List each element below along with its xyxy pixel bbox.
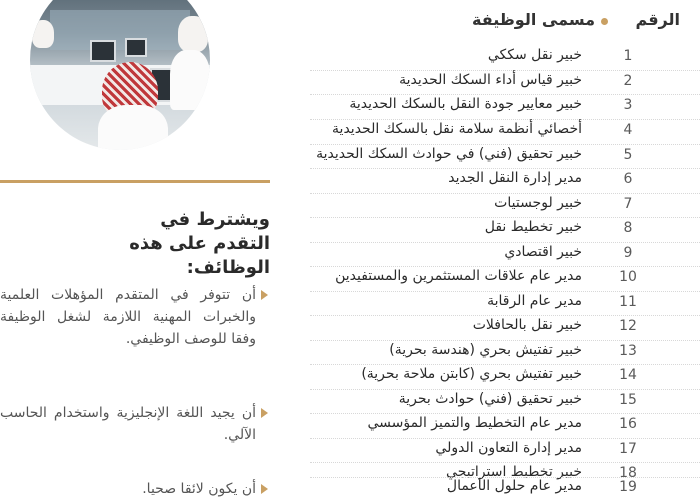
- row-number: 19: [619, 479, 637, 495]
- row-job-title: مدير عام حلول الأعمال: [446, 478, 582, 494]
- jobs-table: [300, 0, 700, 500]
- row-job-title: مدير عام الرقابة: [487, 293, 582, 309]
- row-job-title: خبير اقتصادي: [504, 244, 582, 260]
- table-row: [300, 72, 700, 95]
- table-row: [300, 391, 700, 414]
- row-number: 13: [619, 343, 637, 359]
- table-row: [300, 415, 700, 438]
- row-number: 4: [623, 122, 633, 138]
- row-number: 17: [619, 441, 637, 457]
- row-number: 3: [623, 97, 633, 113]
- table-row: [300, 293, 700, 316]
- row-job-title: خبير تفتيش بحري (هندسة بحرية): [389, 342, 582, 358]
- table-row: [300, 47, 700, 70]
- table-row: [300, 96, 700, 119]
- table-row: [300, 244, 700, 267]
- row-number: 10: [619, 269, 637, 285]
- header-dot-icon: [601, 18, 608, 25]
- row-number: 6: [623, 171, 633, 187]
- bullet-arrow-icon: [261, 408, 268, 418]
- table-row: [300, 121, 700, 144]
- row-job-title: مدير إدارة النقل الجديد: [448, 170, 582, 186]
- row-number: 16: [619, 416, 637, 432]
- row-job-title: خبير تخطيط استراتيجي: [446, 464, 582, 480]
- gold-divider: [0, 180, 270, 183]
- table-row: [300, 146, 700, 169]
- row-job-title: خبير نقل بالحافلات: [472, 317, 582, 333]
- table-row: [300, 170, 700, 193]
- row-job-title: مدير عام التخطيط والتميز المؤسسي: [367, 415, 582, 431]
- requirement-item: [0, 402, 270, 446]
- office-photo: [30, 0, 210, 150]
- requirement-item: [0, 284, 270, 350]
- table-row: [300, 366, 700, 389]
- requirement-text: أن تتوفر في المتقدم المؤهلات العلمية والخبرات المهنية اللازمة لشغل الوظيفة وفقا للوصف الوظيفي.: [0, 287, 256, 347]
- table-row: [300, 317, 700, 340]
- row-job-title: خبير تخطيط نقل: [484, 219, 582, 235]
- row-job-title: خبير تحقيق (فني) في حوادث السكك الحديدية: [316, 146, 582, 162]
- row-job-title: خبير تفتيش بحري (كابتن ملاحة بحرية): [361, 366, 582, 382]
- row-number: 9: [623, 245, 633, 261]
- row-job-title: أخصائي أنظمة سلامة نقل بالسكك الحديدية: [332, 121, 582, 137]
- row-job-title: خبير معايير جودة النقل بالسكك الحديدية: [349, 96, 582, 112]
- table-row: [300, 219, 700, 242]
- requirement-text: أن يكون لائقا صحيا.: [142, 481, 256, 497]
- row-number: 15: [619, 392, 637, 408]
- row-job-title: خبير نقل سككي: [487, 47, 582, 63]
- table-row: [300, 342, 700, 365]
- row-number: 1: [623, 48, 633, 64]
- row-number: 8: [623, 220, 633, 236]
- row-job-title: خبير قياس أداء السكك الحديدية: [399, 72, 582, 88]
- bullet-arrow-icon: [261, 484, 268, 494]
- row-number: 18: [619, 465, 637, 481]
- row-number: 14: [619, 367, 637, 383]
- table-row: [300, 478, 700, 500]
- requirement-item: [0, 478, 270, 500]
- row-job-title: مدير عام علاقات المستثمرين والمستفيدين: [335, 268, 582, 284]
- row-number: 12: [619, 318, 637, 334]
- row-number: 11: [619, 294, 637, 310]
- table-row: [300, 268, 700, 291]
- header-job-title: مسمى الوظيفة: [471, 10, 595, 29]
- row-number: 2: [623, 73, 633, 89]
- row-job-title: خبير تحقيق (فني) حوادث بحرية: [398, 391, 582, 407]
- row-number: 7: [623, 196, 633, 212]
- requirement-text: أن يجيد اللغة الإنجليزية واستخدام الحاسب الآلي.: [0, 405, 256, 443]
- header-number: الرقم: [635, 10, 680, 29]
- row-job-title: مدير إدارة التعاون الدولي: [435, 440, 582, 456]
- table-row: [300, 195, 700, 218]
- bullet-arrow-icon: [261, 290, 268, 300]
- row-job-title: خبير لوجستيات: [494, 195, 582, 211]
- table-row: [300, 440, 700, 463]
- row-number: 5: [623, 147, 633, 163]
- requirements-heading: ويشترط في التقدم على هذه الوظائف:: [129, 209, 270, 278]
